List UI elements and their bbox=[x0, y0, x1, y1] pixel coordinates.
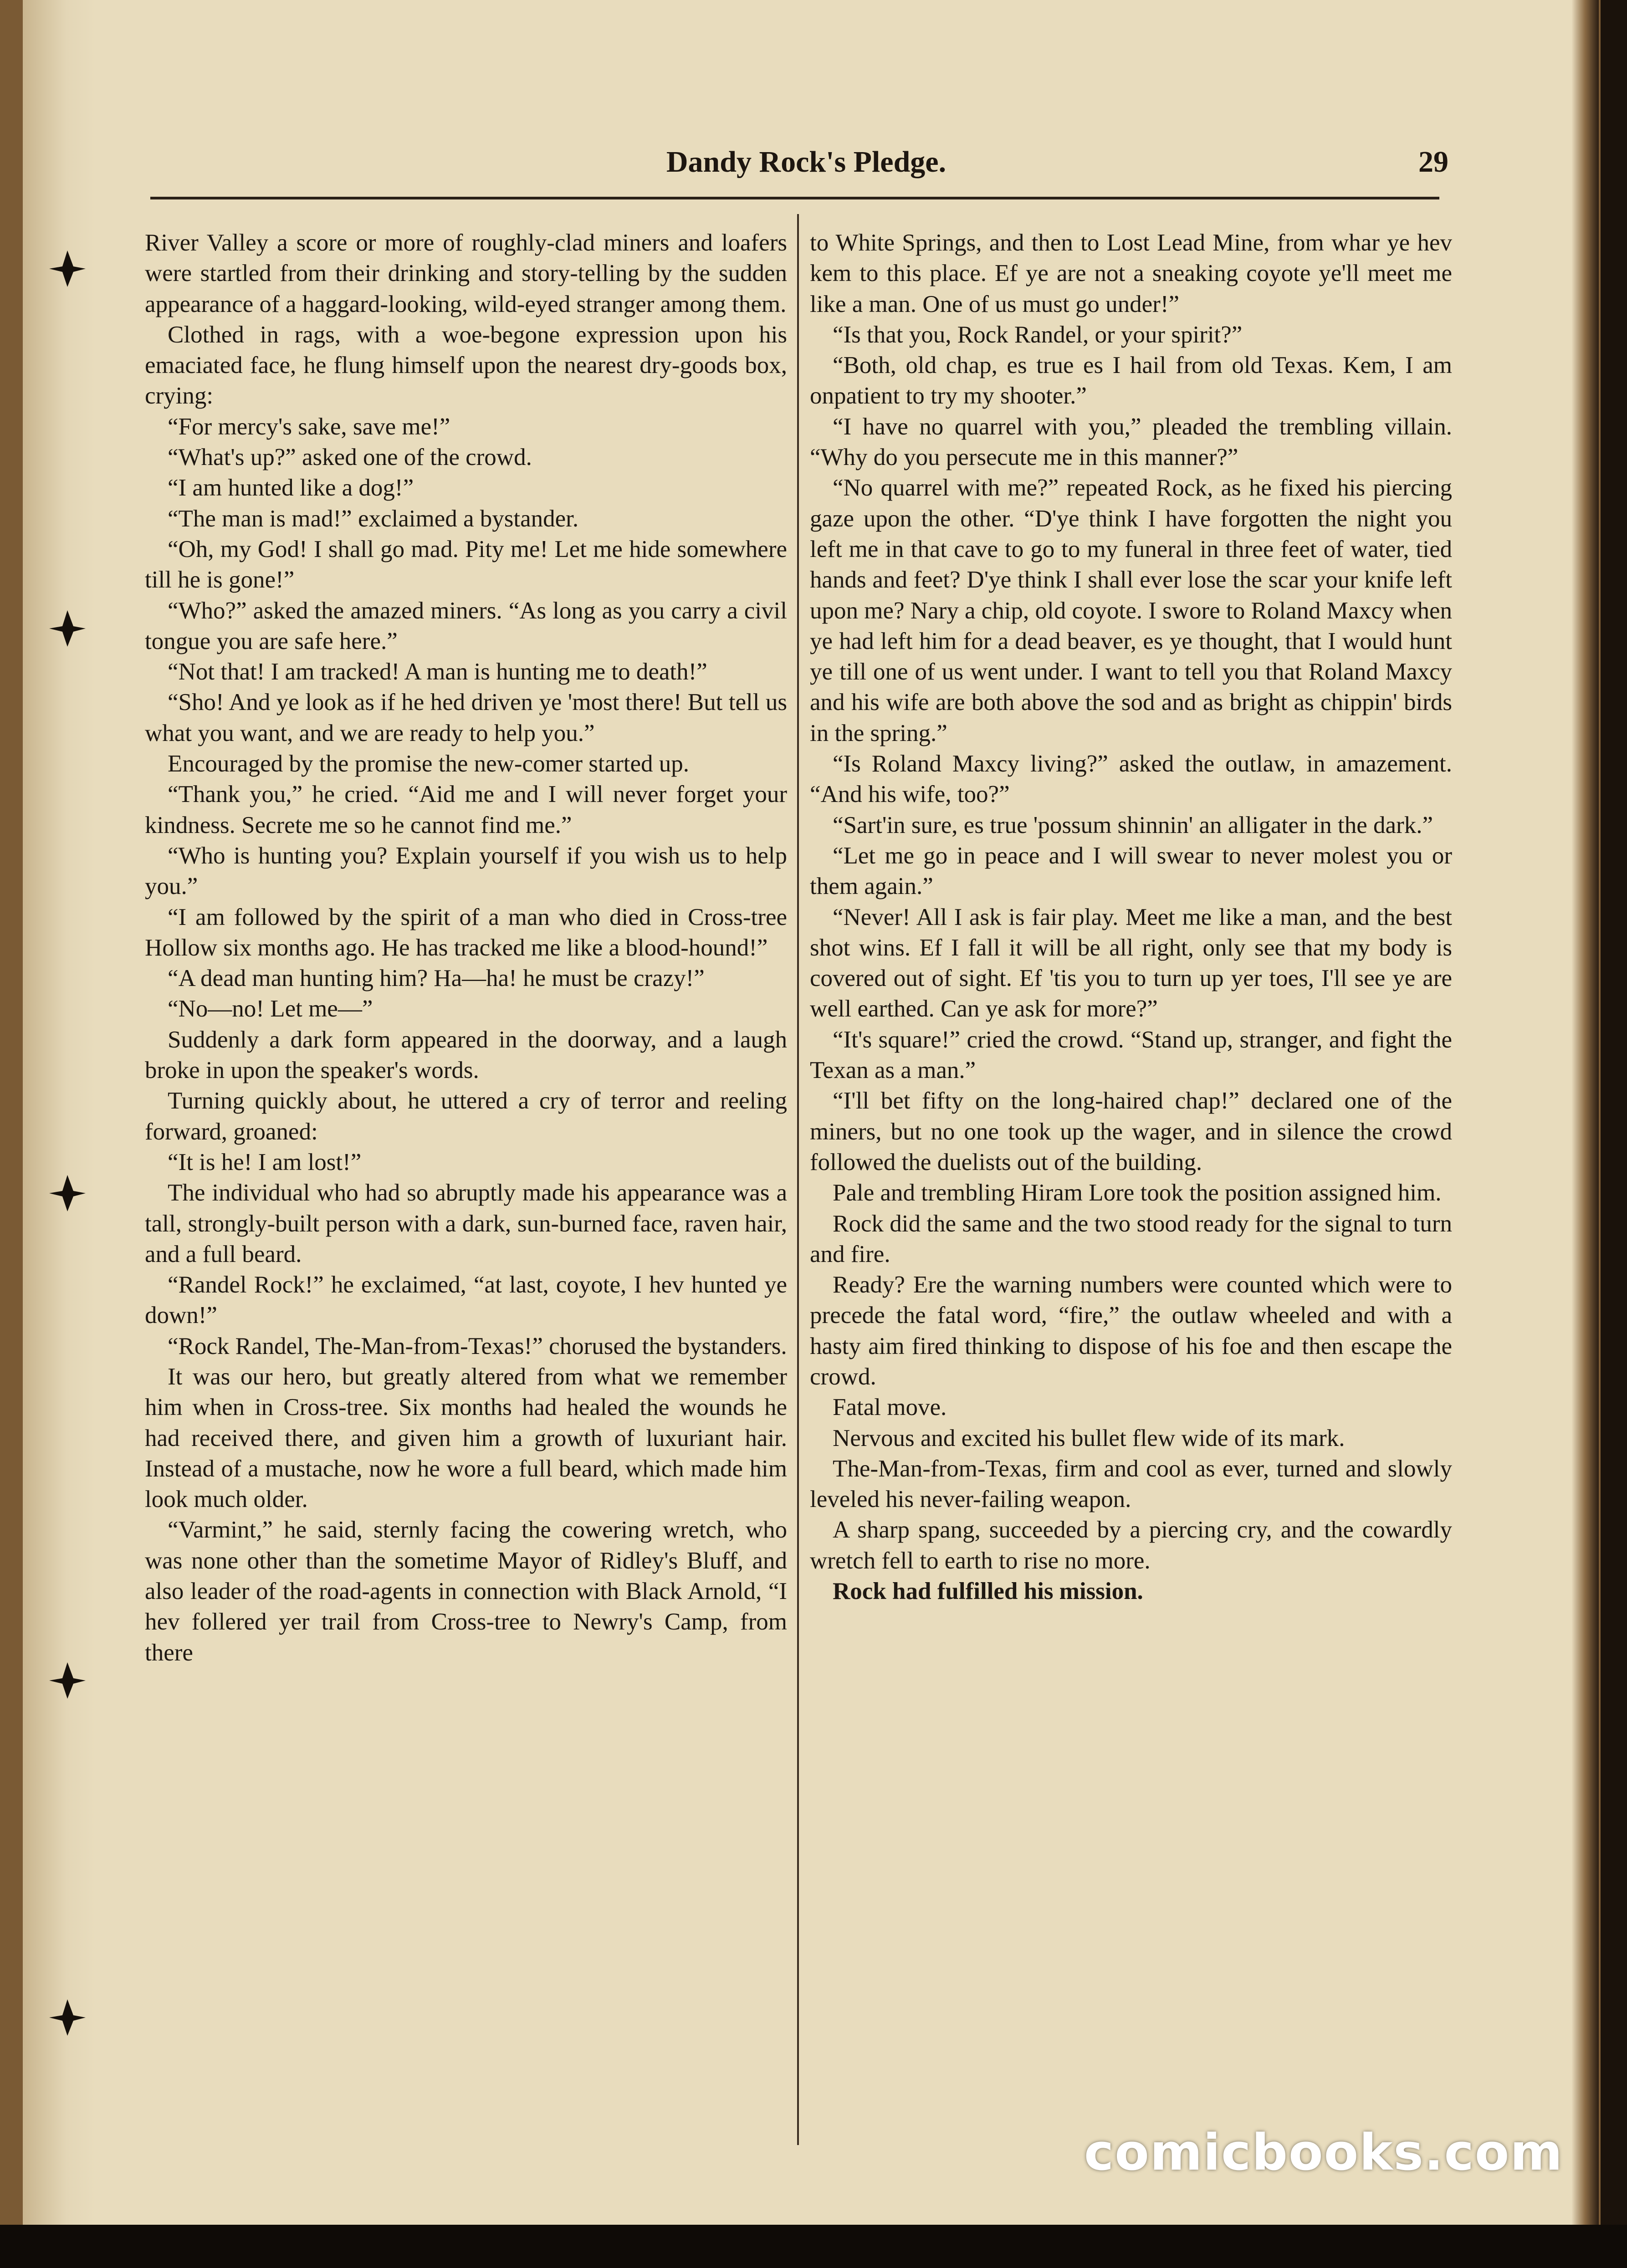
paragraph: Rock did the same and the two stood ready for the signal to turn and fire. bbox=[810, 1210, 1452, 1267]
paragraph: “Who is hunting you? Explain yourself if you wish us to help you.” bbox=[145, 842, 787, 900]
binding-stitch-icon bbox=[45, 1658, 90, 1703]
paragraph: “I'll bet fifty on the long-haired chap!” declared one of the miners, but no one took up the wager, and in silence the crowd followed the duelists out of the building. bbox=[810, 1088, 1452, 1175]
paragraph: “It's square!” cried the crowd. “Stand up, stranger, and fight the Texan as a man.” bbox=[810, 1026, 1452, 1084]
column-divider bbox=[797, 214, 799, 2145]
paragraph: The individual who had so abruptly made his appearance was a tall, strongly-built person with a dark, sun-burned face, raven hair, and a full beard. bbox=[145, 1180, 787, 1267]
page-header bbox=[150, 145, 1462, 195]
background-bottom bbox=[0, 2225, 1627, 2268]
paragraph: Pale and trembling Hiram Lore took the position assigned him. bbox=[833, 1180, 1442, 1206]
paragraph: “Sart'in sure, es true 'possum shinnin' an alligater in the dark.” bbox=[833, 812, 1433, 838]
right-column bbox=[810, 228, 1452, 1607]
paragraph: “No quarrel with me?” repeated Rock, as he fixed his piercing gaze upon the other. “D'ye think I have forgotten the night you left me in that cave to go to my funeral in three feet of water, tied hands and feet? D'ye think I shall ever lose the scar your knife left upon me? Nary a chip, old coyote. I swore to Roland Maxcy when ye had left him for a dead beaver, es ye thought, that I would hunt ye till one of us went under. I want to tell you that Roland Maxcy and his wife are both above the sod and as bright as chippin' birds in the spring.” bbox=[810, 475, 1453, 746]
page-gutter bbox=[23, 0, 96, 2268]
page-edge-shadow bbox=[1571, 0, 1599, 2268]
paragraph: “Oh, my God! I shall go mad. Pity me! Let me hide somewhere till he is gone!” bbox=[145, 536, 787, 593]
paragraph: River Valley a score or more of roughly-clad miners and loafers were startled from their drinking and story-telling by the sudden appearance of a haggard-looking, wild-eyed stranger among them. bbox=[145, 230, 787, 317]
running-head: Dandy Rock's Pledge. bbox=[666, 145, 947, 179]
paragraph: Turning quickly about, he uttered a cry of terror and reeling forward, groaned: bbox=[145, 1088, 787, 1145]
paragraph: “Is Roland Maxcy living?” asked the outlaw, in amazement. “And his wife, too?” bbox=[810, 751, 1452, 808]
watermark: comicbooks.com bbox=[1084, 2123, 1563, 2181]
paragraph: “Thank you,” he cried. “Aid me and I will never forget your kindness. Secrete me so he cannot find me.” bbox=[145, 781, 787, 838]
paragraph: “Never! All I ask is fair play. Meet me like a man, and the best shot wins. Ef I fall it will be all right, only see that my body is covered out of sight. Ef 'tis you to turn up yer toes, I'll see ye are well earthed. Can ye ask for more?” bbox=[810, 904, 1452, 1022]
paragraph: Rock had fulfilled his mission. bbox=[833, 1578, 1143, 1605]
binding-stitch-icon bbox=[45, 1170, 90, 1216]
paragraph: “It is he! I am lost!” bbox=[168, 1149, 362, 1175]
paragraph: “The man is mad!” exclaimed a bystander. bbox=[168, 505, 579, 532]
paragraph: “For mercy's sake, save me!” bbox=[168, 413, 450, 440]
paragraph: Suddenly a dark form appeared in the doorway, and a laugh broke in upon the speaker's words. bbox=[145, 1026, 787, 1084]
paragraph: “Is that you, Rock Randel, or your spirit?” bbox=[833, 321, 1243, 348]
paragraph: “No—no! Let me—” bbox=[168, 996, 373, 1022]
left-column bbox=[145, 228, 787, 1668]
paragraph: “What's up?” asked one of the crowd. bbox=[168, 444, 532, 471]
binding-stitch-icon bbox=[45, 246, 90, 291]
paragraph: Encouraged by the promise the new-comer started up. bbox=[168, 751, 689, 777]
paragraph: “I am followed by the spirit of a man who died in Cross-tree Hollow six months ago. He has tracked me like a blood-hound!” bbox=[145, 904, 787, 961]
paragraph: “I have no quarrel with you,” pleaded the trembling villain. “Why do you persecute me in this manner?” bbox=[810, 413, 1452, 471]
binding-stitch-icon bbox=[45, 606, 90, 651]
paragraph: Clothed in rags, with a woe-begone expression upon his emaciated face, he flung himself upon the nearest dry-goods box, crying: bbox=[145, 321, 787, 409]
paragraph: Ready? Ere the warning numbers were counted which were to precede the fatal word, “fire,” the outlaw wheeled and with a hasty aim fired thinking to dispose of his foe and then escape the crowd. bbox=[810, 1272, 1452, 1390]
paragraph: Nervous and excited his bullet flew wide of its mark. bbox=[833, 1425, 1345, 1451]
book-page bbox=[23, 0, 1599, 2268]
header-rule bbox=[150, 197, 1439, 199]
paragraph: “Sho! And ye look as if he hed driven ye 'most there! But tell us what you want, and we are ready to help you.” bbox=[145, 689, 787, 746]
paragraph: “I am hunted like a dog!” bbox=[168, 475, 414, 501]
paragraph: Fatal move. bbox=[833, 1394, 947, 1421]
paragraph: “Randel Rock!” he exclaimed, “at last, coyote, I hev hunted ye down!” bbox=[145, 1272, 787, 1329]
paragraph: A sharp spang, succeeded by a piercing cry, and the cowardly wretch fell to earth to rise no more. bbox=[810, 1517, 1452, 1574]
paragraph: “Varmint,” he said, sternly facing the cowering wretch, who was none other than the sometime Mayor of Ridley's Bluff, and also leader of the road-agents in connection with Black Arnold, “I hev follered yer trail from Cross-tree to Newry's Camp, from there bbox=[145, 1517, 787, 1666]
paragraph: “Not that! I am tracked! A man is hunting me to death!” bbox=[168, 659, 707, 685]
page-number: 29 bbox=[1418, 145, 1448, 179]
binding-stitch-icon bbox=[45, 1995, 90, 2040]
background-edge bbox=[1601, 0, 1627, 2268]
paragraph: “Rock Randel, The-Man-from-Texas!” chorused the bystanders. bbox=[168, 1333, 787, 1359]
paragraph: to White Springs, and then to Lost Lead Mine, from whar ye hev kem to this place. Ef ye are not a sneaking coyote ye'll meet me like a man. One of us must go under!” bbox=[810, 230, 1452, 317]
paragraph: “Who?” asked the amazed miners. “As long as you carry a civil tongue you are safe here.” bbox=[145, 597, 787, 654]
paragraph: “A dead man hunting him? Ha—ha! he must be crazy!” bbox=[168, 965, 705, 992]
paragraph: The-Man-from-Texas, firm and cool as ever, turned and slowly leveled his never-failing weapon. bbox=[810, 1455, 1452, 1513]
paragraph: “Let me go in peace and I will swear to never molest you or them again.” bbox=[810, 842, 1452, 900]
paragraph: It was our hero, but greatly altered from what we remember him when in Cross-tree. Six months had healed the wounds he had received there, and given him a growth of luxuriant hair. Instead of a mustache, now he wore a full beard, which made him look much older. bbox=[145, 1363, 787, 1513]
paragraph: “Both, old chap, es true es I hail from old Texas. Kem, I am onpatient to try my shooter.” bbox=[810, 352, 1452, 409]
